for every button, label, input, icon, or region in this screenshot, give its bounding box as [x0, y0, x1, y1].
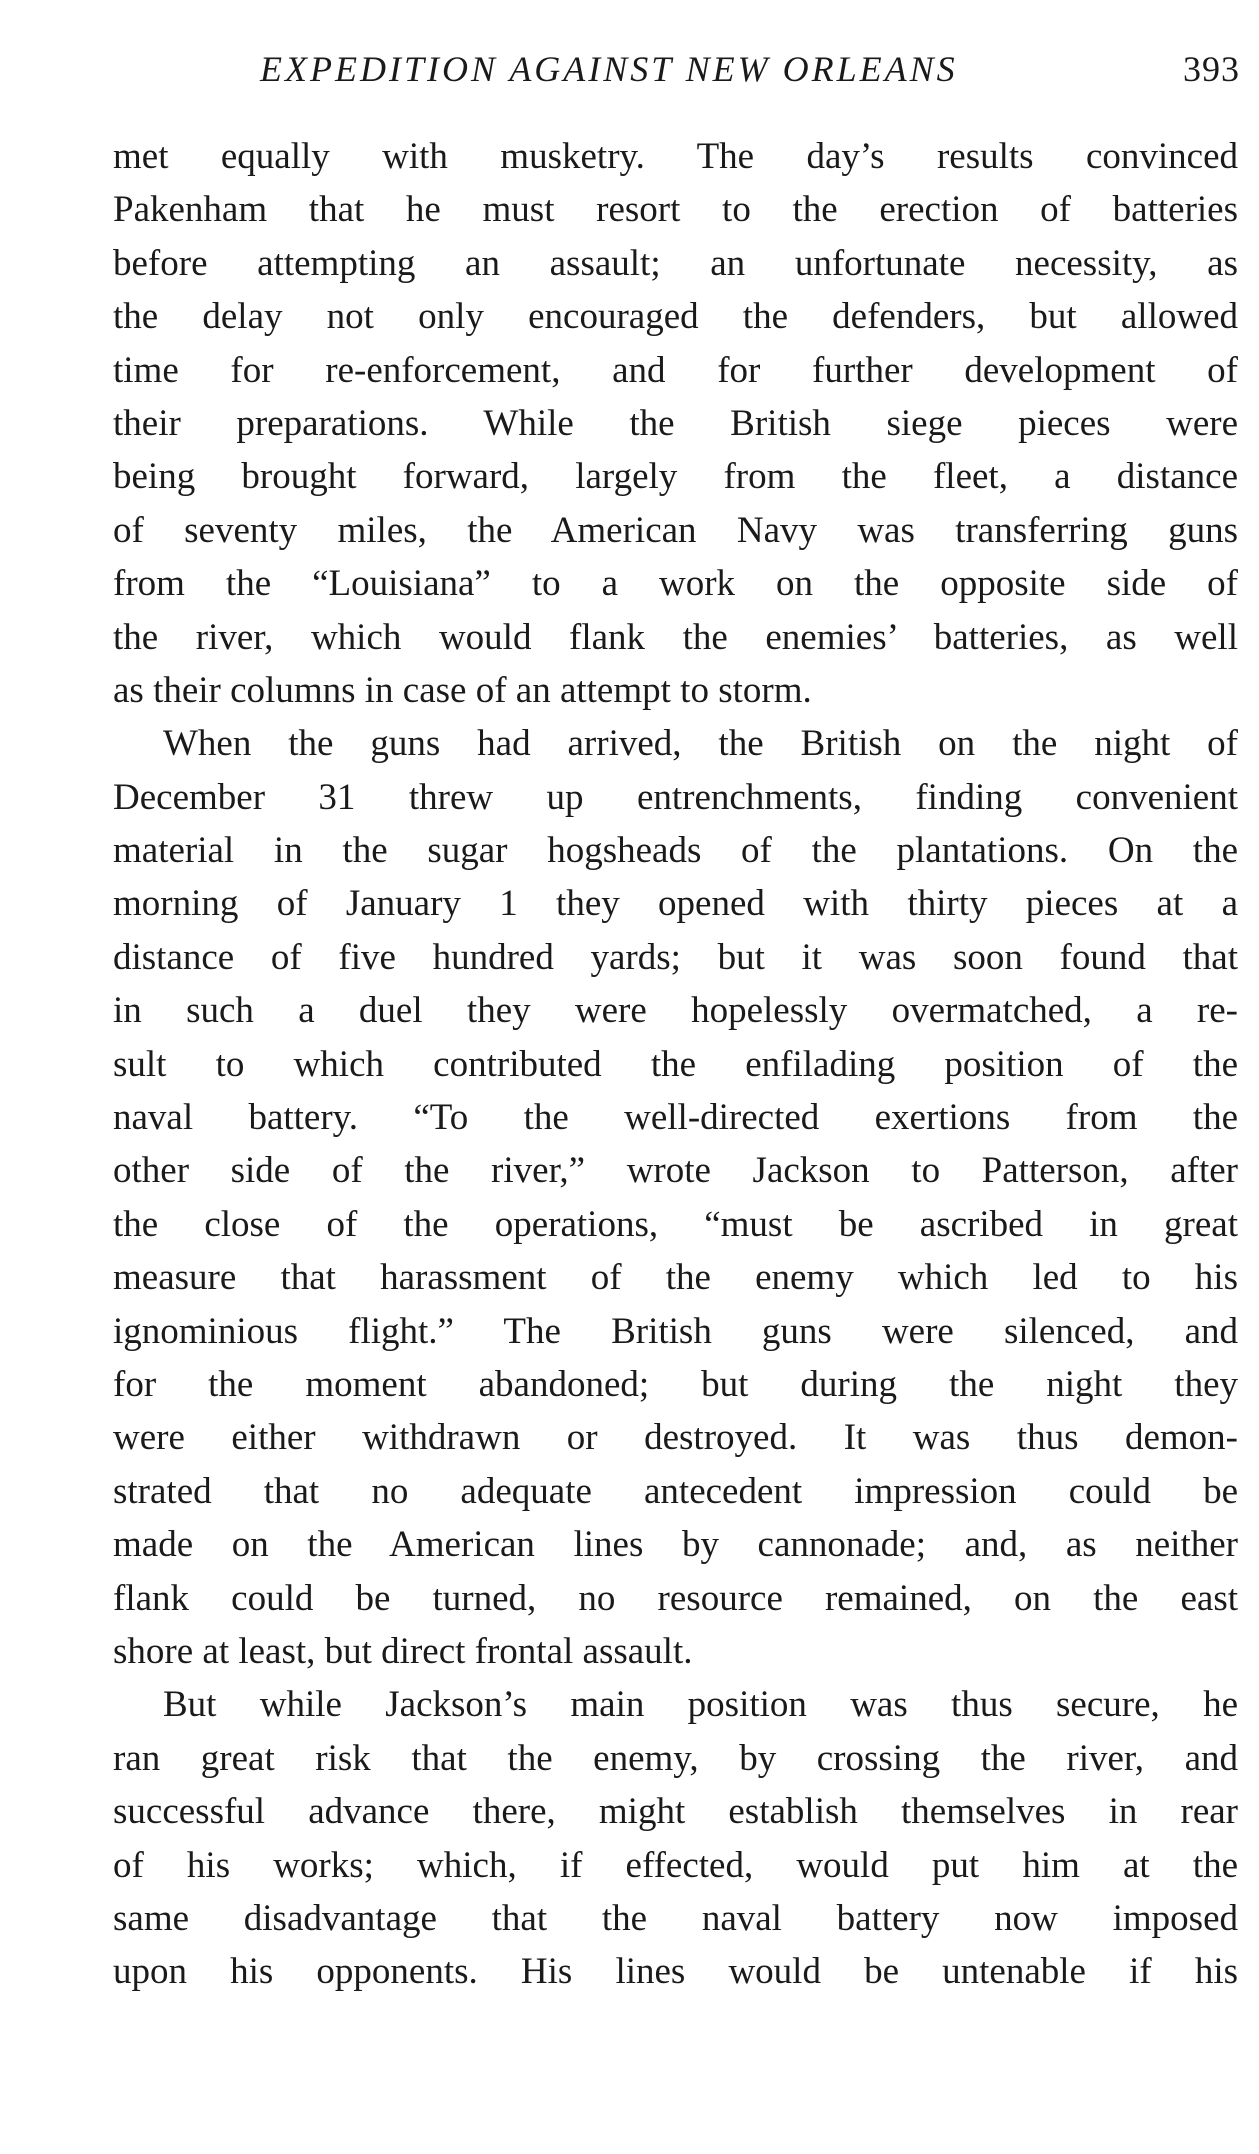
text-line: for the moment abandoned; but during the night they — [113, 1363, 1238, 1405]
text-line: time for re-enforcement, and for further development of — [113, 349, 1238, 391]
text-line: shore at least, but direct frontal assault. — [113, 1630, 693, 1672]
text-line: Pakenham that he must resort to the erection of batteries — [113, 189, 1238, 231]
paragraph-1 — [113, 130, 1238, 717]
paragraph-2 — [113, 717, 1238, 1678]
text-line: were either withdrawn or destroyed. It was thus demon- — [113, 1417, 1238, 1459]
text-line: being brought forward, largely from the fleet, a distance — [113, 456, 1238, 498]
text-line: made on the American lines by cannonade; and, as neither — [113, 1524, 1238, 1566]
text-line: ran great risk that the enemy, by crossing the river, and — [113, 1737, 1238, 1779]
text-line: morning of January 1 they opened with thirty pieces at a — [113, 883, 1238, 925]
text-line: measure that harassment of the enemy which led to his — [113, 1257, 1238, 1299]
text-line: naval battery. “To the well-directed exertions from the — [113, 1097, 1238, 1139]
text-line: before attempting an assault; an unfortunate necessity, as — [113, 242, 1238, 284]
text-line: as their columns in case of an attempt to storm. — [113, 669, 812, 711]
text-line: met equally with musketry. The day’s results convinced — [113, 136, 1238, 177]
text-line: other side of the river,” wrote Jackson to Patterson, after — [113, 1150, 1238, 1192]
text-line: December 31 threw up entrenchments, finding convenient — [113, 776, 1238, 818]
body-text — [113, 130, 1238, 1999]
text-line: But while Jackson’s main position was thus secure, he — [163, 1684, 1238, 1726]
page-number: 393 — [1183, 49, 1240, 89]
text-line: in such a duel they were hopelessly overmatched, a re- — [113, 990, 1238, 1032]
text-line: flank could be turned, no resource remained, on the east — [113, 1577, 1238, 1619]
text-line: sult to which contributed the enfilading position of the — [113, 1043, 1238, 1085]
text-line: the close of the operations, “must be ascribed in great — [113, 1203, 1238, 1245]
text-line: same disadvantage that the naval battery now imposed — [113, 1897, 1238, 1939]
paragraph-3 — [113, 1678, 1238, 1998]
text-line: ignominious flight.” The British guns were silenced, and — [113, 1310, 1238, 1352]
text-line: distance of five hundred yards; but it was soon found that — [113, 936, 1238, 978]
text-line: upon his opponents. His lines would be untenable if his — [113, 1951, 1238, 1993]
running-head — [110, 44, 1240, 94]
text-line: of seventy miles, the American Navy was transferring guns — [113, 509, 1238, 551]
running-title: EXPEDITION AGAINST NEW ORLEANS — [260, 49, 958, 89]
text-line: successful advance there, might establish themselves in rear — [113, 1791, 1238, 1833]
text-line: their preparations. While the British siege pieces were — [113, 402, 1238, 444]
text-line: from the “Louisiana” to a work on the opposite side of — [113, 563, 1238, 605]
text-line: material in the sugar hogsheads of the plantations. On the — [113, 830, 1238, 872]
text-line: When the guns had arrived, the British on the night of — [163, 723, 1238, 765]
text-line: the delay not only encouraged the defenders, but allowed — [113, 296, 1238, 338]
text-line: strated that no adequate antecedent impression could be — [113, 1470, 1238, 1512]
text-line: of his works; which, if effected, would put him at the — [113, 1844, 1238, 1886]
text-line: the river, which would flank the enemies’ batteries, as well — [113, 616, 1238, 658]
